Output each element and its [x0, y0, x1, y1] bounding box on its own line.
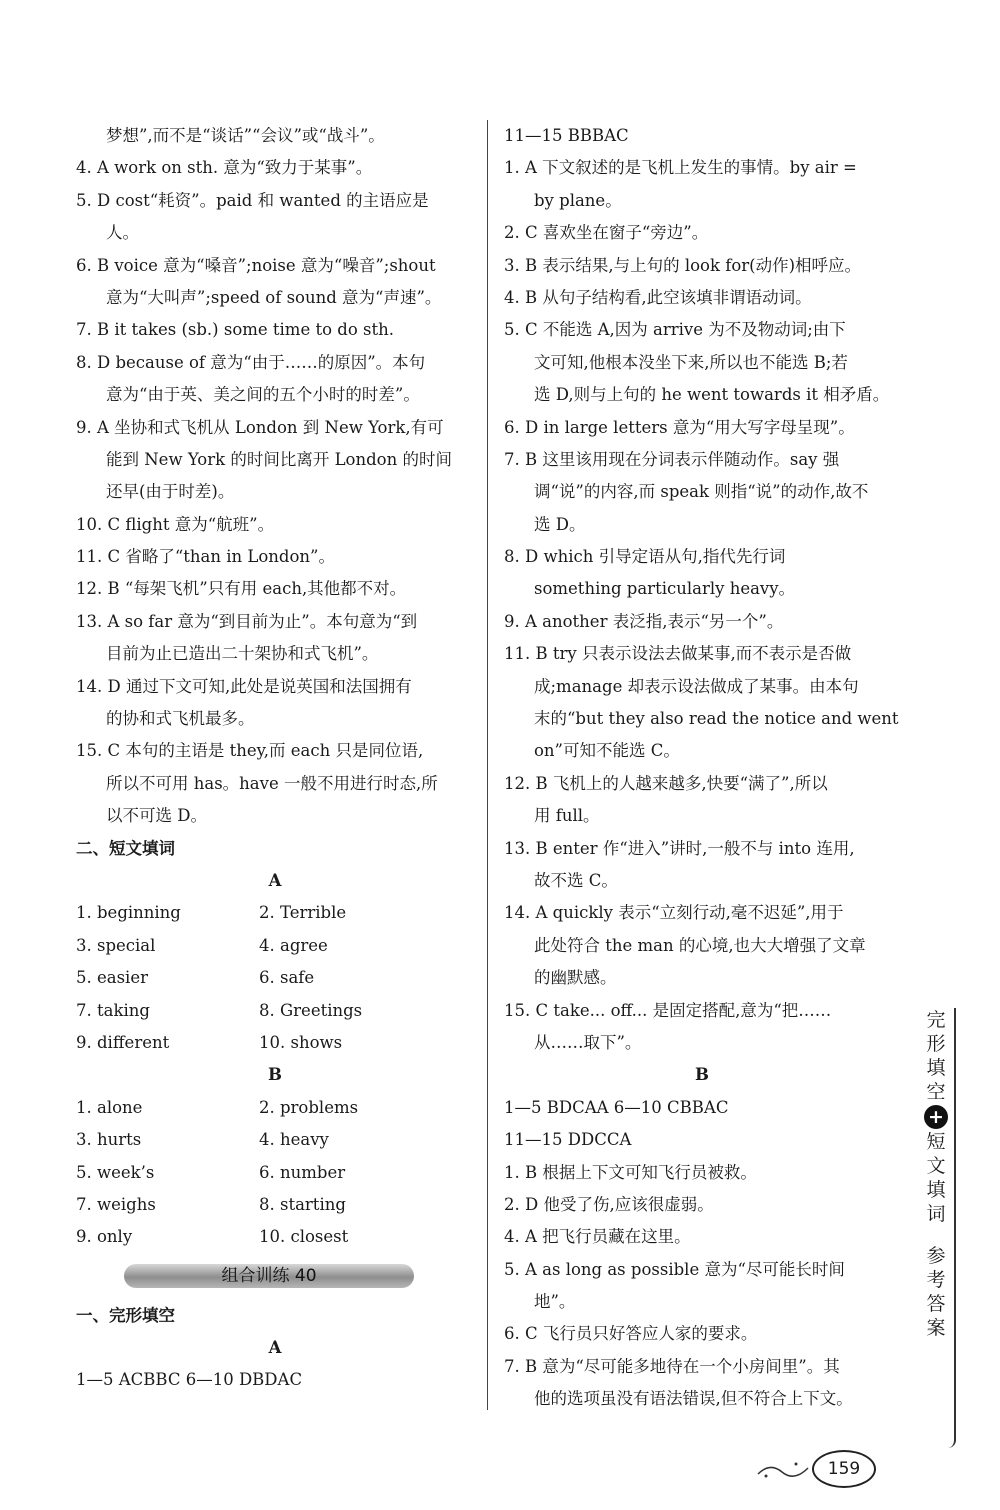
answer-line: by plane。 — [534, 190, 622, 210]
side-tab-char: 填 — [926, 1057, 946, 1079]
answer-line: 12. B “每架飞机”只有用 each,其他都不对。 — [76, 579, 407, 599]
answer-line: 的协和式飞机最多。 — [106, 709, 255, 729]
answer-line: 意为“由于英、美之间的五个小时的时差”。 — [106, 385, 420, 405]
side-tab-char: 文 — [926, 1155, 946, 1177]
answer-word: 3. special — [76, 935, 156, 955]
subsection-label: B — [268, 1065, 282, 1085]
answer-word: 5. easier — [76, 968, 148, 988]
section-heading: 二、短文填词 — [76, 838, 175, 858]
answer-word: 8. Greetings — [259, 1000, 363, 1020]
section-heading: 一、完形填空 — [76, 1305, 175, 1325]
answer-line: something particularly heavy。 — [534, 579, 796, 599]
answer-line: 人。 — [106, 223, 139, 243]
answer-line: 11—15 BBBAC — [504, 126, 629, 145]
answer-word: 10. shows — [259, 1032, 343, 1052]
page-ornament-icon — [756, 1456, 816, 1482]
subsection-label: A — [268, 870, 282, 890]
subsection-label: B — [695, 1065, 709, 1085]
answer-line: 5. D cost“耗资”。paid 和 wanted 的主语应是 — [76, 190, 429, 210]
answer-line: 成;manage 却表示设法做成了某事。由本句 — [534, 676, 859, 696]
answer-line: 14. A quickly 表示“立刻行动,毫不迟延”,用于 — [504, 903, 844, 923]
answer-line: 还早(由于时差)。 — [106, 482, 235, 502]
side-tab-char: 答 — [926, 1293, 946, 1315]
answer-line: 6. D in large letters 意为“用大写字母呈现”。 — [504, 417, 855, 437]
answer-line: 末的“but they also read the notice and went — [534, 709, 899, 729]
answer-line: 15. C take... off... 是固定搭配,意为“把…… — [504, 1000, 832, 1020]
answer-line: 8. D which 引导定语从句,指代先行词 — [504, 547, 786, 567]
answer-line: on”可知不能选 C。 — [534, 741, 680, 761]
answer-line: 4. A work on sth. 意为“致力于某事”。 — [76, 158, 373, 178]
answer-line: 1—5 ACBBC 6—10 DBDAC — [76, 1370, 303, 1390]
answer-line: 1. B 根据上下文可知飞行员被救。 — [504, 1162, 757, 1182]
answer-pair-row — [76, 1157, 474, 1189]
answer-line: 11. B try 只表示设法去做某事,而不表示是否做 — [504, 644, 852, 664]
answer-line: 15. C 本句的主语是 they,而 each 只是同位语, — [76, 741, 424, 761]
answer-word: 1. alone — [76, 1097, 143, 1117]
answer-line: 所以不可用 has。have 一般不用进行时态,所 — [106, 773, 438, 793]
side-tab-char: 短 — [926, 1131, 946, 1153]
side-tab-char: 形 — [926, 1033, 946, 1055]
answer-line: 14. D 通过下文可知,此处是说英国和法国拥有 — [76, 676, 412, 696]
answer-line: 以不可选 D。 — [106, 806, 207, 826]
answer-line: 的幽默感。 — [534, 968, 617, 988]
side-tab-char: 考 — [926, 1269, 946, 1291]
answer-line: 从……取下”。 — [534, 1032, 642, 1052]
answer-line: 7. B 意为“尽可能多地待在一个小房间里”。其 — [504, 1356, 840, 1376]
answer-line: 他的选项虽没有语法错误,但不符合上下文。 — [534, 1389, 853, 1409]
answer-pair-row — [76, 1092, 474, 1124]
answer-line: 目前为止已造出二十架协和式飞机”。 — [106, 644, 379, 664]
answer-word: 7. weighs — [76, 1194, 156, 1214]
side-tab-char: 词 — [926, 1203, 946, 1225]
answer-line: 7. B 这里该用现在分词表示伴随动作。say 强 — [504, 449, 840, 469]
answer-word: 2. Terrible — [259, 903, 347, 923]
answer-line: 10. C flight 意为“航班”。 — [76, 514, 275, 534]
answer-line: 能到 New York 的时间比离开 London 的时间 — [106, 449, 452, 469]
answer-line: 此处符合 the man 的心境,也大大增强了文章 — [534, 935, 866, 955]
answer-line: 13. B enter 作“进入”讲时,一般不与 into 连用, — [504, 838, 855, 858]
answer-line: 5. C 不能选 A,因为 arrive 为不及物动词;由下 — [504, 320, 846, 340]
answer-word: 5. week’s — [76, 1162, 155, 1182]
answer-line: 8. D because of 意为“由于……的原因”。本句 — [76, 352, 426, 372]
answer-line: 梦想”,而不是“谈话”“会议”或“战斗”。 — [106, 126, 385, 145]
answer-line: 9. A another 表泛指,表示“另一个”。 — [504, 611, 784, 631]
side-tab-char: 空 — [926, 1081, 946, 1103]
answer-line: 调“说”的内容,而 speak 则指“说”的动作,故不 — [534, 482, 869, 502]
answer-pair-row — [76, 995, 474, 1027]
answer-line: 2. C 喜欢坐在窗子“旁边”。 — [504, 223, 709, 243]
answer-pair-row — [76, 1027, 474, 1059]
answer-word: 10. closest — [259, 1227, 349, 1247]
answer-line: 故不选 C。 — [534, 870, 618, 890]
answer-line: 12. B 飞机上的人越来越多,快要“满了”,所以 — [504, 773, 828, 793]
side-section-tab — [918, 1008, 956, 1448]
answer-pair-row — [76, 1189, 474, 1221]
answer-line: 6. C 飞行员只好答应人家的要求。 — [504, 1324, 758, 1344]
banner-title: 组合训练 40 — [124, 1264, 414, 1288]
answer-word: 9. only — [76, 1227, 133, 1247]
answer-line: 1. A 下文叙述的是飞机上发生的事情。by air = — [504, 158, 857, 178]
side-tab-char: 参 — [926, 1245, 946, 1267]
answer-line: 3. B 表示结果,与上句的 look for(动作)相呼应。 — [504, 255, 862, 275]
side-tab-char: 完 — [926, 1009, 946, 1031]
column-divider — [487, 120, 488, 1410]
answer-line: 选 D。 — [534, 514, 586, 534]
plus-icon: + — [924, 1105, 948, 1129]
answer-line: 6. B voice 意为“嗓音”;noise 意为“噪音”;shout — [76, 255, 436, 275]
page-number: 159 — [812, 1450, 876, 1488]
answer-word: 1. beginning — [76, 903, 181, 923]
answer-line: 11—15 DDCCA — [504, 1130, 632, 1150]
answer-line: 5. A as long as possible 意为“尽可能长时间 — [504, 1259, 845, 1279]
answer-line: 地”。 — [534, 1292, 576, 1312]
answer-line: 意为“大叫声”;speed of sound 意为“声速”。 — [106, 287, 442, 307]
answer-word: 7. taking — [76, 1000, 150, 1020]
side-tab-char: 填 — [926, 1179, 946, 1201]
answer-word: 6. number — [259, 1162, 346, 1182]
answer-line: 13. A so far 意为“到目前为止”。本句意为“到 — [76, 611, 418, 631]
subsection-label: A — [268, 1338, 282, 1358]
answer-line: 1—5 BDCAA 6—10 CBBAC — [504, 1097, 729, 1117]
answer-word: 8. starting — [259, 1194, 346, 1214]
answer-line: 11. C 省略了“than in London”。 — [76, 547, 335, 567]
answer-pair-row — [76, 897, 474, 929]
answer-line: 9. A 坐协和式飞机从 London 到 New York,有可 — [76, 417, 444, 437]
answer-line: 选 D,则与上句的 he went towards it 相矛盾。 — [534, 385, 890, 405]
answer-line: 文可知,他根本没坐下来,所以也不能选 B;若 — [534, 352, 848, 372]
right-column — [504, 120, 900, 1416]
answer-line: 用 full。 — [534, 806, 600, 826]
answer-line: 4. B 从句子结构看,此空该填非谓语动词。 — [504, 287, 812, 307]
answer-word: 4. heavy — [259, 1130, 329, 1150]
answer-line: 4. A 把飞行员藏在这里。 — [504, 1227, 691, 1247]
answer-line: 7. B it takes (sb.) some time to do sth. — [76, 320, 394, 340]
answer-word: 4. agree — [259, 935, 328, 955]
answer-pair-row — [76, 1221, 474, 1253]
answer-pair-row — [76, 930, 474, 962]
left-column — [76, 120, 474, 1397]
answer-word: 2. problems — [259, 1097, 359, 1117]
answer-word: 3. hurts — [76, 1130, 142, 1150]
answer-line: 2. D 他受了伤,应该很虚弱。 — [504, 1194, 714, 1214]
answer-word: 6. safe — [259, 968, 315, 988]
answer-word: 9. different — [76, 1032, 170, 1052]
answer-pair-row — [76, 1124, 474, 1156]
answer-pair-row — [76, 962, 474, 994]
section-banner — [76, 1254, 474, 1300]
side-tab-char: 案 — [926, 1317, 946, 1339]
